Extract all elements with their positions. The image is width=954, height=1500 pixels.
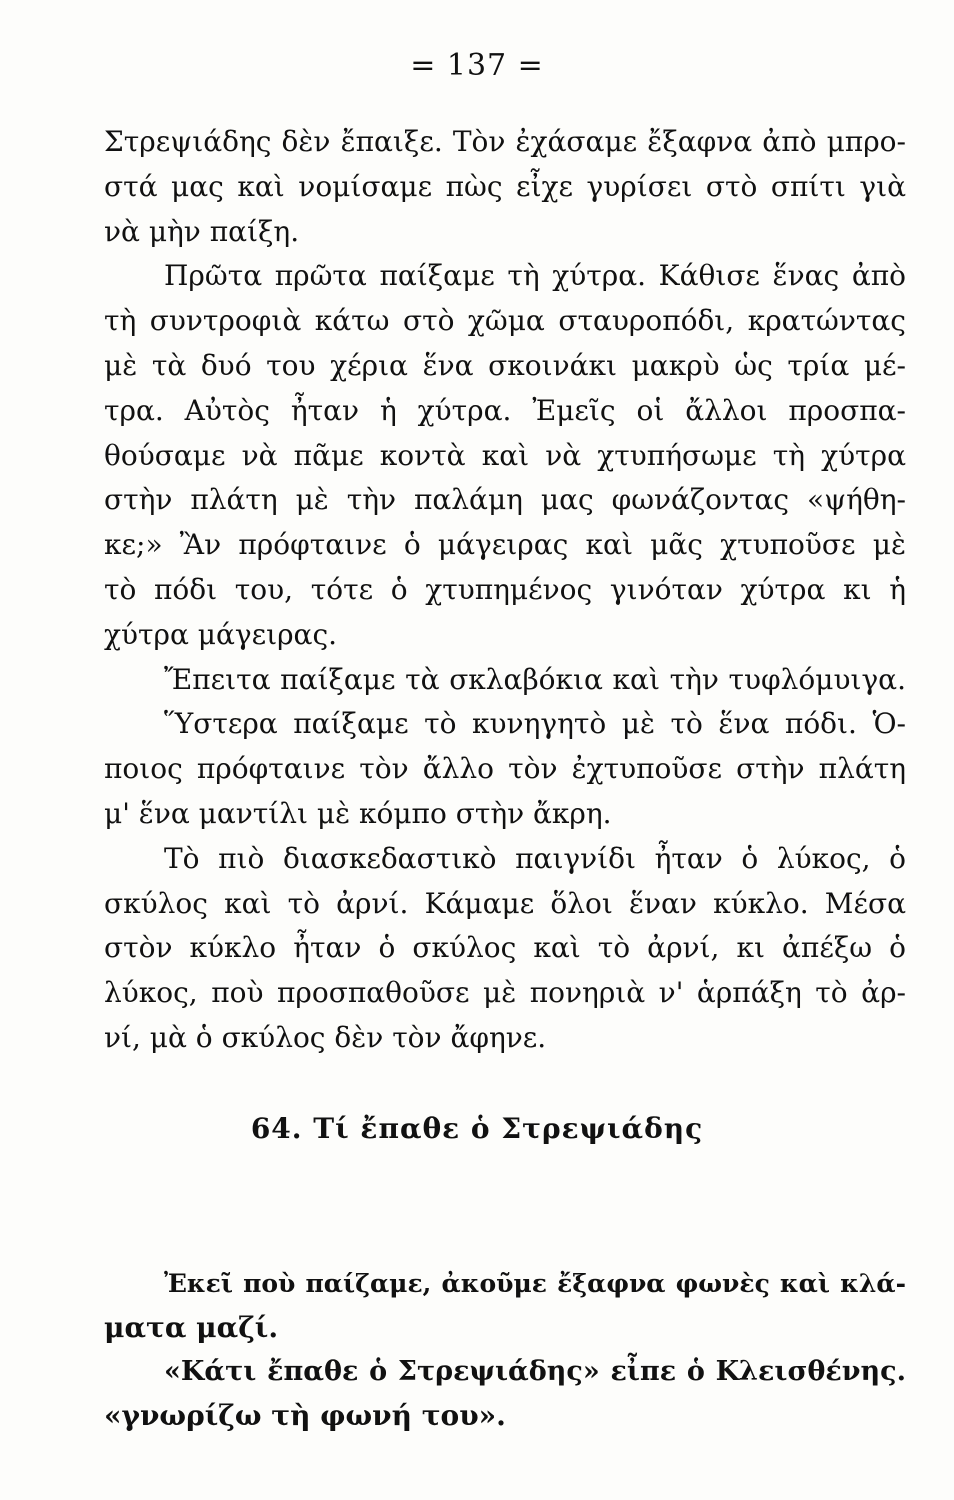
- text-line: στὴν πλάτη μὲ τὴν παλάμη μας φωνάζοντας «ψήθη-: [104, 483, 906, 517]
- page-number: = 137 =: [410, 48, 544, 83]
- text-line: Πρῶτα πρῶτα παίξαμε τὴ χύτρα. Κάθισε ἕνας ἀπὸ: [164, 259, 906, 293]
- text-line: τρα. Αὐτὸς ἦταν ἡ χύτρα. Ἐμεῖς οἱ ἄλλοι προσπα-: [104, 393, 906, 427]
- text-line: χύτρα μάγειρας.: [104, 617, 338, 651]
- text-line: τὴ συντροφιὰ κάτω στὸ χῶμα σταυροπόδι, κρατώντας: [104, 304, 906, 338]
- section-title: 64. Τί ἔπαθε ὁ Στρεψιάδης: [250, 1112, 704, 1145]
- text-line: σκύλος καὶ τὸ ἀρνί. Κάμαμε ὅλοι ἕναν κύκλο. Μέσα: [104, 886, 906, 920]
- text-line: λύκος, ποὺ προσπαθοῦσε μὲ πονηριὰ ν' ἁρπάξη τὸ ἀρ-: [104, 976, 906, 1010]
- text-line: Ὕστερα παίξαμε τὸ κυνηγητὸ μὲ τὸ ἕνα πόδι. Ὁ-: [164, 707, 906, 741]
- text-line: νὰ μὴν παίξη.: [104, 214, 300, 248]
- section-text: [104, 1262, 906, 1438]
- text-line: ποιος πρόφταινε τὸν ἄλλο τὸν ἐχτυποῦσε στὴν πλάτη: [104, 752, 906, 786]
- text-line: στὸν κύκλο ἦταν ὁ σκύλος καὶ τὸ ἀρνί, κι ἀπέξω ὁ: [104, 931, 906, 965]
- text-line: «γνωρίζω τὴ φωνή του».: [104, 1399, 506, 1432]
- text-line: ματα μαζί.: [104, 1311, 279, 1344]
- text-line: Ἔπειτα παίξαμε τὰ σκλαβόκια καὶ τὴν τυφλόμυιγα.: [164, 662, 906, 696]
- text-line: στά μας καὶ νομίσαμε πὼς εἶχε γυρίσει στὸ σπίτι γιὰ: [104, 169, 906, 203]
- text-line: Τὸ πιὸ διασκεδαστικὸ παιγνίδι ἦταν ὁ λύκος, ὁ: [164, 841, 906, 875]
- text-line: μὲ τὰ δυό του χέρια ἕνα σκοινάκι μακρὺ ὡς τρία μέ-: [104, 348, 906, 382]
- text-line: νί, μὰ ὁ σκύλος δὲν τὸν ἄφηνε.: [104, 1020, 547, 1054]
- text-line: μ' ἕνα μαντίλι μὲ κόμπο στὴν ἄκρη.: [104, 796, 612, 830]
- text-line: κε;» Ἂν πρόφταινε ὁ μάγειρας καὶ μᾶς χτυποῦσε μὲ: [104, 528, 906, 562]
- text-line: «Κάτι ἔπαθε ὁ Στρεψιάδης» εἶπε ὁ Κλεισθένης.: [164, 1356, 906, 1387]
- text-line: τὸ πόδι του, τότε ὁ χτυπημένος γινόταν χύτρα κι ἡ: [104, 572, 906, 606]
- text-line: θούσαμε νὰ πᾶμε κοντὰ καὶ νὰ χτυπήσωμε τὴ χύτρα: [104, 438, 906, 472]
- main-text: [104, 120, 906, 1061]
- text-line: Ἐκεῖ ποὺ παίζαμε, ἀκοῦμε ἔξαφνα φωνὲς καὶ κλά-: [164, 1269, 906, 1298]
- text-line: Στρεψιάδης δὲν ἔπαιξε. Τὸν ἐχάσαμε ἔξαφνα ἀπὸ μπρο-: [104, 125, 906, 158]
